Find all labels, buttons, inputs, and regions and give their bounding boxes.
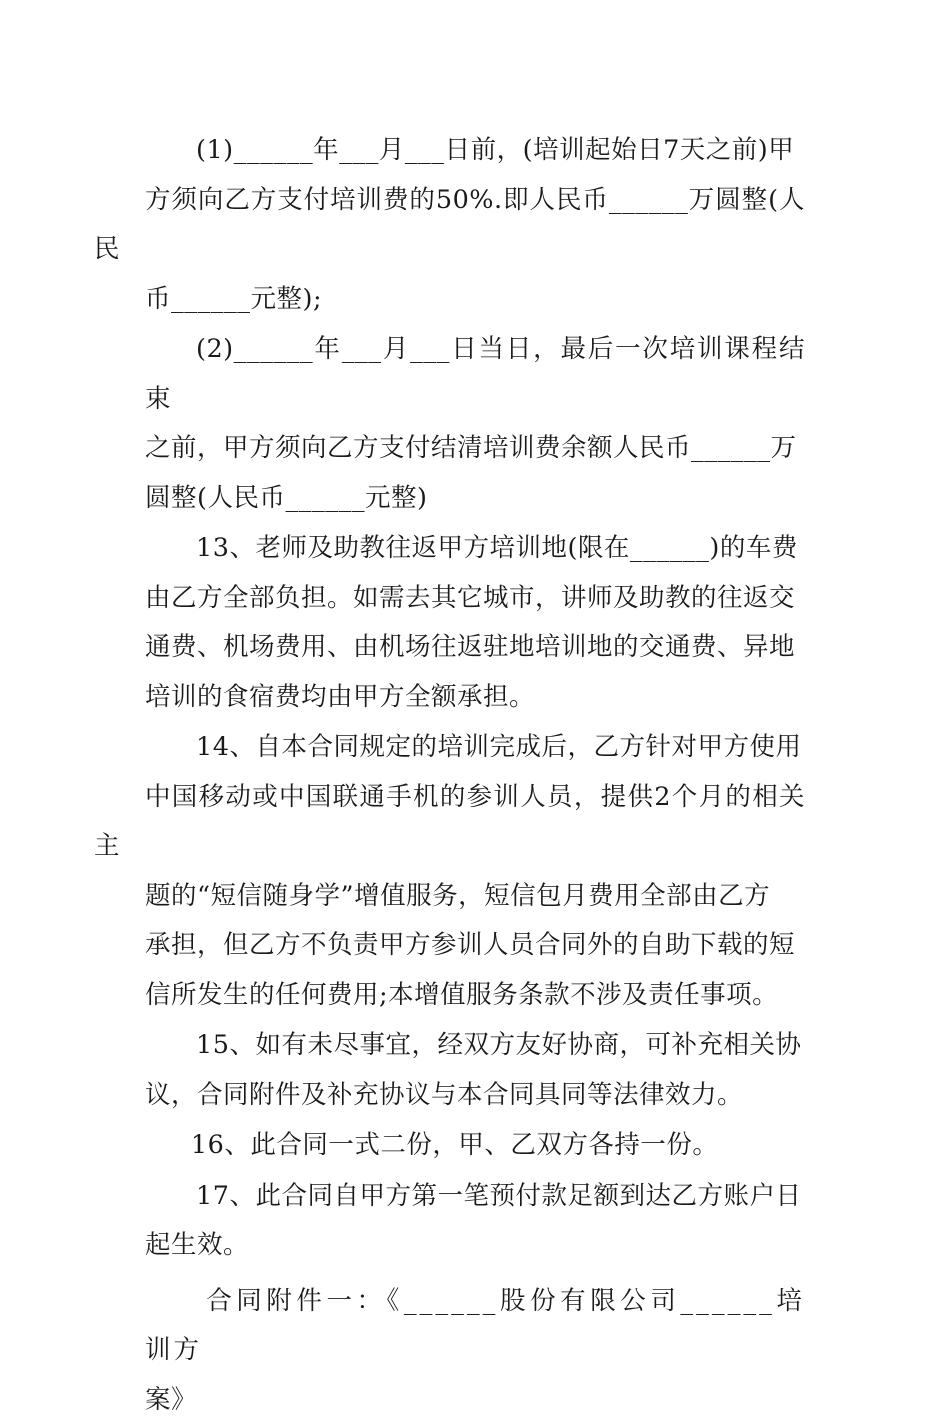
clause-payment-1 <box>145 126 805 324</box>
text-line: 16、此合同一式二份，甲、乙双方各持一份。 <box>145 1121 805 1171</box>
contract-body <box>145 126 805 1425</box>
clause-15 <box>145 1021 805 1120</box>
text-line: 14、自本合同规定的培训完成后，乙方针对甲方使用 <box>145 723 805 773</box>
text-line: 15、如有未尽事宜，经双方友好协商，可补充相关协 <box>145 1021 805 1071</box>
text-line: (2)______年___月___日当日，最后一次培训课程结束 <box>145 325 805 424</box>
text-line: 13、老师及助教往返甲方培训地(限在______)的车费 <box>145 524 805 574</box>
text-line: (1)______年___月___日前，(培训起始日7天之前)甲 <box>145 126 805 176</box>
text-line: 培训的食宿费均由甲方全额承担。 <box>94 673 805 723</box>
text-line: 题的“短信随身学”增值服务，短信包月费用全部由乙方 <box>94 872 805 922</box>
text-line: 方须向乙方支付培训费的50%.即人民币______万圆整(人民 <box>94 176 805 275</box>
clause-13 <box>145 524 805 722</box>
text-line: 之前，甲方须向乙方支付结清培训费余额人民币______万 <box>94 424 805 474</box>
text-line: 中国移动或中国联通手机的参训人员，提供2个月的相关主 <box>94 773 805 872</box>
text-line: 承担，但乙方不负责甲方参训人员合同外的自助下载的短 <box>94 921 805 971</box>
attachment-reference <box>145 1277 805 1425</box>
clause-17 <box>145 1172 805 1271</box>
text-line: 议，合同附件及补充协议与本合同具同等法律效力。 <box>94 1071 805 1121</box>
text-line: 合同附件一：《______股份有限公司______培训方 <box>145 1277 805 1376</box>
text-line: 由乙方全部负担。如需去其它城市，讲师及助教的往返交 <box>94 574 805 624</box>
text-line: 圆整(人民币______元整) <box>94 474 805 524</box>
clause-payment-2 <box>145 325 805 523</box>
text-line: 案》 <box>84 1376 805 1425</box>
clause-14 <box>145 723 805 1020</box>
text-line: 17、此合同自甲方第一笔预付款足额到达乙方账户日 <box>145 1172 805 1222</box>
text-line: 信所发生的任何费用;本增值服务条款不涉及责任事项。 <box>94 971 805 1021</box>
text-line: 起生效。 <box>94 1221 805 1271</box>
text-line: 币______元整); <box>94 275 805 325</box>
clause-16 <box>145 1121 805 1171</box>
text-line: 通费、机场费用、由机场往返驻地培训地的交通费、异地 <box>94 623 805 673</box>
